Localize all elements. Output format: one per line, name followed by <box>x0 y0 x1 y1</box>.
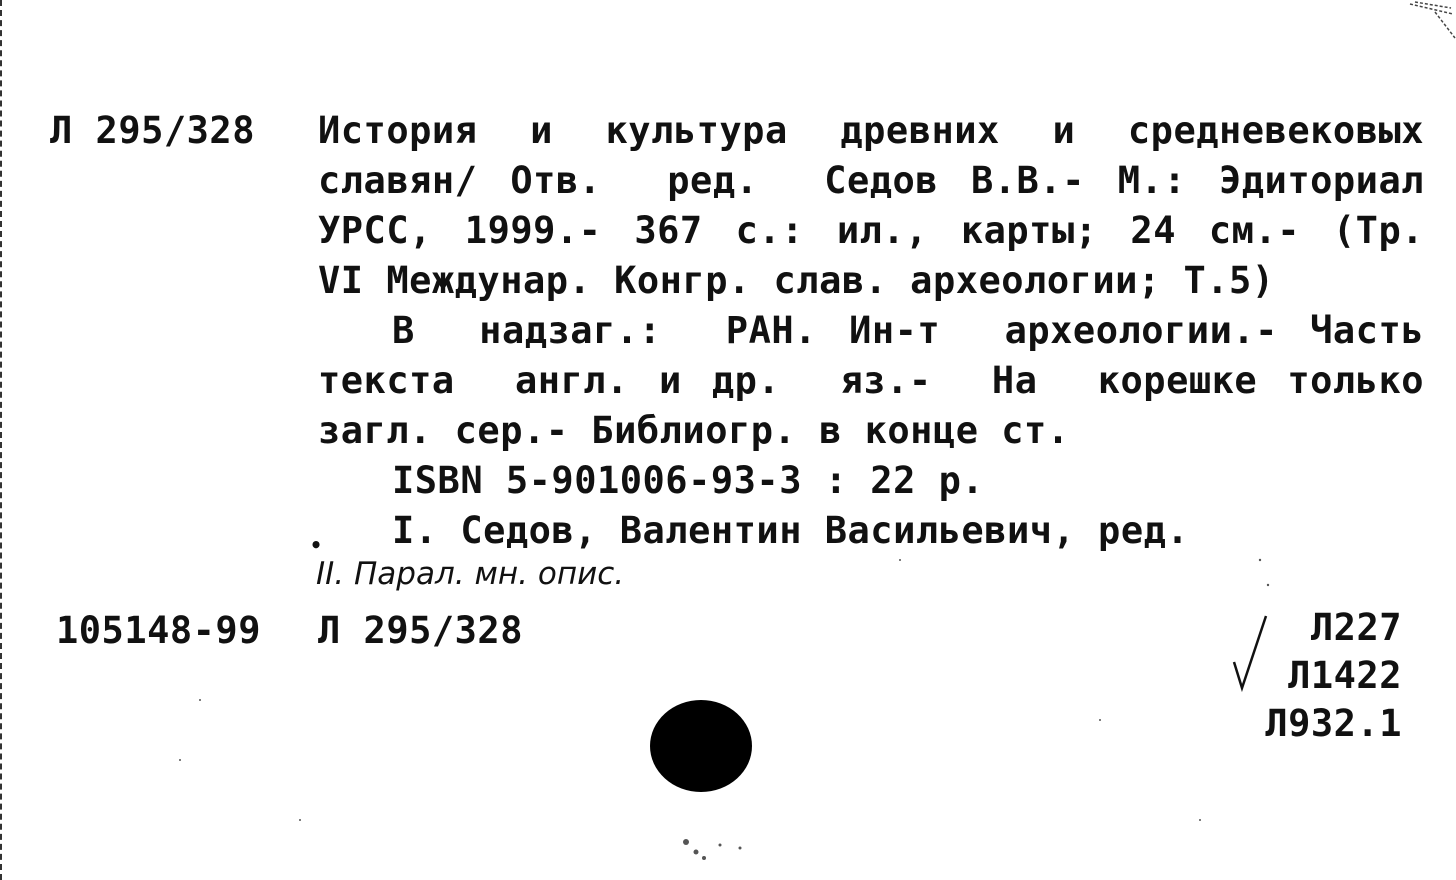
handwritten-note: II. Парал. мн. опис. <box>316 556 625 592</box>
isbn-line: ISBN 5-901006-93-3 : 22 р. <box>392 459 985 502</box>
added-entry-line: I. Седов, Валентин Васильевич, ред. <box>392 509 1190 552</box>
classification-codes <box>1252 604 1402 748</box>
class-code: Л932.1 <box>1265 702 1402 745</box>
title-line-1: История и культура древних и средневековых <box>318 109 1424 152</box>
note-line-1: В надзаг.: РАН. Ин-т археологии.- Часть <box>392 309 1424 352</box>
note-line-3: загл. сер.- Библиогр. в конце ст. <box>318 409 1070 452</box>
note-line-2: текста англ. и др. яз.- На корешке только <box>318 359 1424 402</box>
margin-tick: • <box>310 533 323 557</box>
class-code: Л227 <box>1310 606 1402 649</box>
title-line-3: УРСС, 1999.- 367 с.: ил., карты; 24 см.- (Тр. <box>318 209 1424 252</box>
corner-scratch-mark <box>1405 0 1456 40</box>
title-line-2: славян/ Отв. ред. Седов В.В.- М.: Эдиториал <box>318 159 1424 202</box>
title-line-4: VI Междунар. Конгр. слав. археологии; Т.5) <box>318 259 1275 302</box>
call-number-top: Л 295/328 <box>50 109 255 152</box>
call-number-bottom: Л 295/328 <box>318 609 523 652</box>
card-left-edge <box>0 0 2 880</box>
class-code: Л1422 <box>1288 654 1402 697</box>
accession-number: 105148-99 <box>56 609 261 652</box>
punch-hole <box>650 700 752 792</box>
